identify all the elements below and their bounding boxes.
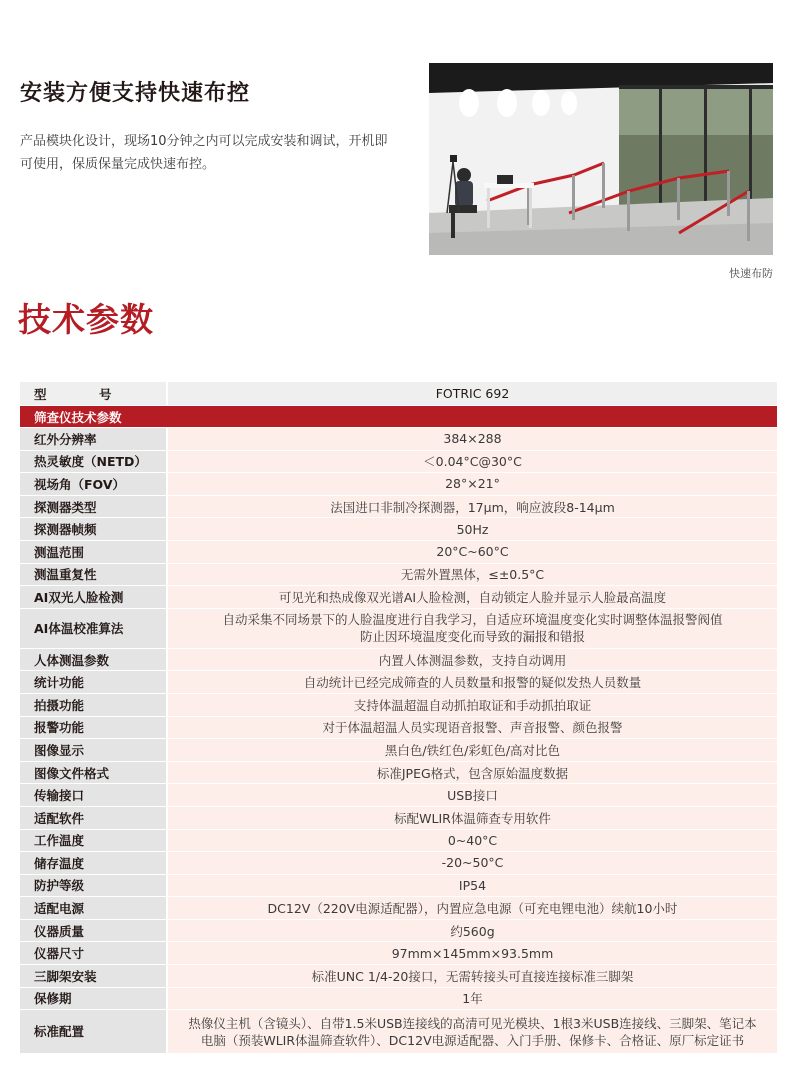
param-name: 人体测温参数 xyxy=(20,649,168,672)
param-value-line-1: 热像仪主机（含镜头）、自带1.5米USB连接线的高清可见光模块、1根3米USB连接线、三脚架、笔记本 xyxy=(188,1015,757,1031)
table-row xyxy=(20,564,777,587)
table-row xyxy=(20,496,777,519)
param-value: 法国进口非制冷探测器，17μm，响应波段8-14μm xyxy=(168,496,777,519)
section-body: 产品模块化设计，现场10分钟之内可以完成安装和调试，开机即可使用，保质保量完成快速布控。 xyxy=(20,134,388,172)
param-value: 50Hz xyxy=(168,518,777,541)
param-value-line-2: 电脑（预装WLIR体温筛查软件）、DC12V电源适配器、入门手册、保修卡、合格证、原厂标定证书 xyxy=(200,1032,745,1048)
param-value: 20°C~60°C xyxy=(168,541,777,564)
param-name: 适配软件 xyxy=(20,807,168,830)
table-row xyxy=(20,897,777,920)
param-value: 97mm×145mm×93.5mm xyxy=(168,942,777,965)
group-header: 筛查仪技术参数 xyxy=(20,406,777,428)
param-name: 适配电源 xyxy=(20,897,168,920)
table-row xyxy=(20,609,777,649)
param-value: 标配WLIR体温筛查专用软件 xyxy=(168,807,777,830)
param-value: -20~50°C xyxy=(168,852,777,875)
param-value: 支持体温超温自动抓拍取证和手动抓拍取证 xyxy=(168,694,777,717)
table-row xyxy=(20,473,777,496)
param-value: 可见光和热成像双光谱AI人脸检测，自动锁定人脸并显示人脸最高温度 xyxy=(168,586,777,609)
installation-photo xyxy=(429,63,773,255)
param-name: 探测器帧频 xyxy=(20,518,168,541)
param-name: 测温范围 xyxy=(20,541,168,564)
table-row xyxy=(20,649,777,672)
table-row xyxy=(20,988,777,1011)
param-value: 自动统计已经完成筛查的人员数量和报警的疑似发热人员数量 xyxy=(168,671,777,694)
param-value: 0~40°C xyxy=(168,830,777,853)
table-row xyxy=(20,717,777,740)
param-name: 视场角（FOV） xyxy=(20,473,168,496)
param-name: 保修期 xyxy=(20,988,168,1011)
table-row xyxy=(20,1010,777,1054)
table-row xyxy=(20,694,777,717)
param-name: 拍摄功能 xyxy=(20,694,168,717)
table-row xyxy=(20,541,777,564)
param-name: 防护等级 xyxy=(20,875,168,898)
table-row xyxy=(20,762,777,785)
table-row xyxy=(20,586,777,609)
param-value-line-2: 防止因环境温度变化而导致的漏报和错报 xyxy=(359,629,585,645)
param-name: 统计功能 xyxy=(20,671,168,694)
table-row xyxy=(20,830,777,853)
param-value: 内置人体测温参数，支持自动调用 xyxy=(168,649,777,672)
param-name: 储存温度 xyxy=(20,852,168,875)
model-label: 型 号 xyxy=(20,382,168,406)
param-value xyxy=(168,609,777,649)
param-value: 标准UNC 1/4-20接口，无需转接头可直接连接标准三脚架 xyxy=(168,965,777,988)
param-value: DC12V（220V电源适配器），内置应急电源（可充电锂电池）续航10小时 xyxy=(168,897,777,920)
page-title: 技术参数 xyxy=(18,300,154,339)
param-value: 约560g xyxy=(168,920,777,943)
table-row xyxy=(20,852,777,875)
param-name: AI体温校准算法 xyxy=(20,609,168,649)
param-name: AI双光人脸检测 xyxy=(20,586,168,609)
param-name: 图像显示 xyxy=(20,739,168,762)
param-name: 标准配置 xyxy=(20,1010,168,1054)
photo-caption: 快速布防 xyxy=(729,267,773,280)
param-name: 图像文件格式 xyxy=(20,762,168,785)
param-value xyxy=(168,1010,777,1054)
param-name: 红外分辨率 xyxy=(20,428,168,451)
param-name: 仪器质量 xyxy=(20,920,168,943)
param-value: 无需外置黑体，≤±0.5°C xyxy=(168,564,777,587)
table-row xyxy=(20,671,777,694)
table-row xyxy=(20,965,777,988)
param-value: 黑白色/铁红色/彩虹色/高对比色 xyxy=(168,739,777,762)
group-header-row xyxy=(20,406,777,428)
param-value: ＜0.04°C@30°C xyxy=(168,451,777,474)
param-name: 仪器尺寸 xyxy=(20,942,168,965)
table-row xyxy=(20,784,777,807)
param-value: 384×288 xyxy=(168,428,777,451)
table-row xyxy=(20,920,777,943)
param-value: 1年 xyxy=(168,988,777,1011)
param-value: IP54 xyxy=(168,875,777,898)
param-value: USB接口 xyxy=(168,784,777,807)
table-row xyxy=(20,428,777,451)
table-row xyxy=(20,518,777,541)
param-value: 28°×21° xyxy=(168,473,777,496)
model-row xyxy=(20,382,777,406)
table-row xyxy=(20,451,777,474)
table-row xyxy=(20,739,777,762)
param-value: 标准JPEG格式，包含原始温度数据 xyxy=(168,762,777,785)
param-name: 报警功能 xyxy=(20,717,168,740)
table-row xyxy=(20,875,777,898)
spec-table xyxy=(20,382,777,1054)
param-value: 对于体温超温人员实现语音报警、声音报警、颜色报警 xyxy=(168,717,777,740)
param-name: 探测器类型 xyxy=(20,496,168,519)
table-row xyxy=(20,942,777,965)
param-name: 测温重复性 xyxy=(20,564,168,587)
model-value: FOTRIC 692 xyxy=(168,382,777,406)
param-name: 工作温度 xyxy=(20,830,168,853)
param-name: 三脚架安装 xyxy=(20,965,168,988)
param-name: 热灵敏度（NETD） xyxy=(20,451,168,474)
table-row xyxy=(20,807,777,830)
param-name: 传输接口 xyxy=(20,784,168,807)
section-heading: 安装方便支持快速布控 xyxy=(20,81,251,106)
param-value-line-1: 自动采集不同场景下的人脸温度进行自我学习，自适应环境温度变化实时调整体温报警阀值 xyxy=(222,612,723,628)
